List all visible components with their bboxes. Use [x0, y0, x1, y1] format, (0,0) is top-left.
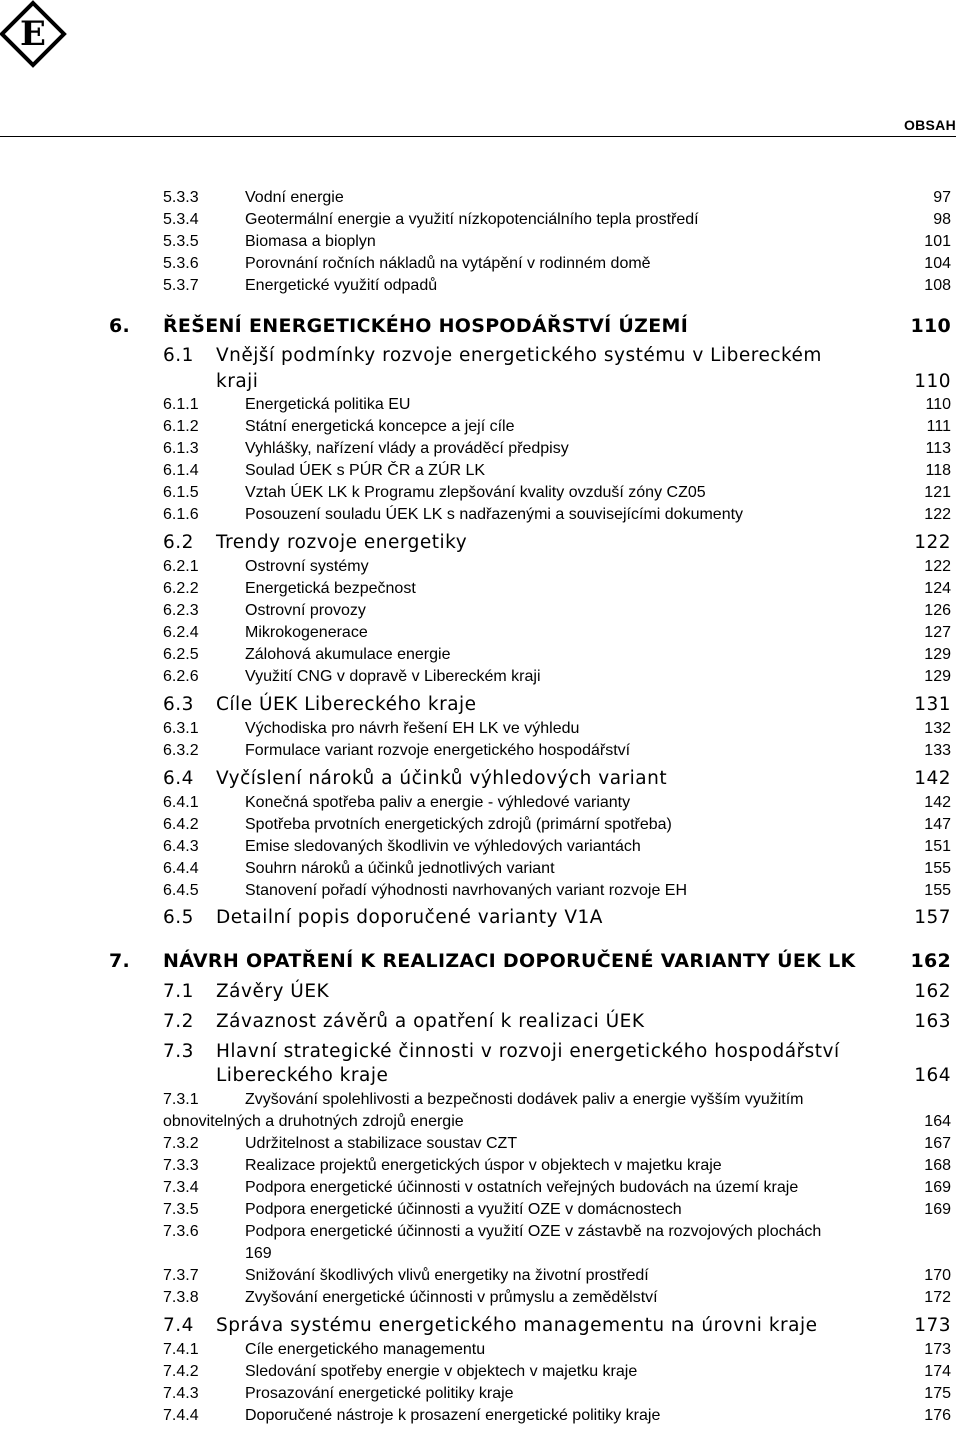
- toc-entry-title: Biomasa a bioplyn: [245, 233, 376, 250]
- toc-entry-title: Závaznost závěrů a opatření k realizaci ÚEK: [216, 1011, 645, 1032]
- toc-entry-number: 5.3.7: [163, 277, 199, 294]
- toc-entry-title: Udržitelnost a stabilizace soustav CZT: [245, 1135, 518, 1152]
- toc-entry-page: 172: [924, 1289, 951, 1306]
- toc-entry-title: Posouzení souladu ÚEK LK s nadřazenými a souvisejícími dokumenty: [245, 506, 744, 523]
- toc-entry-number: 7.2: [163, 1011, 194, 1032]
- toc-entry-page: 126: [924, 602, 951, 619]
- toc-entry-number: 7.4.2: [163, 1363, 199, 1380]
- toc-entry-title: Energetická bezpečnost: [245, 580, 416, 597]
- toc-entry-page: 118: [925, 462, 951, 479]
- header-rule: [0, 136, 956, 137]
- toc-entry-title: Podpora energetické účinnosti a využití OZE v domácnostech: [245, 1201, 682, 1218]
- toc-entry-title: Správa systému energetického managementu na úrovni kraje: [216, 1315, 818, 1336]
- toc-entry-number: 6.4.3: [163, 838, 199, 855]
- toc-entry-number: 7.4.3: [163, 1385, 199, 1402]
- toc-entry-number: 6.1.1: [163, 396, 199, 413]
- toc-entry-number: 6.4.1: [163, 794, 199, 811]
- toc-entry-page: 129: [924, 646, 951, 663]
- toc-entry-number: 6.1: [163, 345, 194, 366]
- toc-entry-number: 6.1.4: [163, 462, 199, 479]
- toc-entry-number: 7.3: [163, 1041, 194, 1062]
- toc-entry-number: 6.4.5: [163, 882, 199, 899]
- toc-entry-page: 132: [924, 720, 951, 737]
- toc-entry-page: 142: [914, 768, 951, 789]
- toc-entry-title: Cíle energetického managementu: [245, 1341, 486, 1358]
- toc-entry-title: Mikrokogenerace: [245, 624, 368, 641]
- toc-entry-page: 176: [924, 1407, 951, 1424]
- toc-entry-number: 6.3.1: [163, 720, 199, 737]
- toc-entry-title: ŘEŠENÍ ENERGETICKÉHO HOSPODÁŘSTVÍ ÚZEMÍ: [163, 315, 689, 337]
- toc-entry-page: 170: [924, 1267, 951, 1284]
- toc-entry-page: 98: [933, 211, 951, 228]
- toc-entry-title: Konečná spotřeba paliv a energie - výhledové varianty: [245, 794, 631, 811]
- toc-entry-title: Souhrn nároků a účinků jednotlivých variant: [245, 860, 555, 877]
- toc-entry-title: Státní energetická koncepce a její cíle: [245, 418, 515, 435]
- toc-entry-page: 113: [925, 440, 951, 457]
- toc-entry-title: Vyčíslení nároků a účinků výhledových variant: [216, 768, 668, 789]
- toc-entry-number: 6.2: [163, 532, 194, 553]
- toc-entry-number: 6.3: [163, 694, 194, 715]
- toc-entry-number: 6.2.3: [163, 602, 199, 619]
- toc-entry-title: Zvyšování spolehlivosti a bezpečnosti dodávek paliv a energie vyšším využitím: [245, 1091, 804, 1108]
- toc-entry-number: 6.: [109, 315, 131, 337]
- toc-entry-page: 129: [924, 668, 951, 685]
- toc-entry-number: 7.1: [163, 981, 194, 1002]
- toc-entry-page: 164: [914, 1065, 951, 1086]
- toc-entry-page: 110: [914, 371, 951, 392]
- toc-entry-number: 6.4.4: [163, 860, 199, 877]
- toc-entry-number: 6.5: [163, 907, 194, 928]
- toc-entry-title: Zvyšování energetické účinnosti v průmyslu a zemědělství: [245, 1289, 658, 1306]
- toc-entry-page: 163: [914, 1011, 951, 1032]
- toc-entry-title: kraji: [216, 371, 259, 392]
- toc-entry-title: NÁVRH OPATŘENÍ K REALIZACI DOPORUČENÉ VARIANTY ÚEK LK: [163, 950, 856, 972]
- toc-entry-title: Formulace variant rozvoje energetického hospodářství: [245, 742, 631, 759]
- toc-entry-title: Podpora energetické účinnosti v ostatních veřejných budovách na území kraje: [245, 1179, 799, 1196]
- toc-entry-title: Doporučené nástroje k prosazení energetické politiky kraje: [245, 1407, 661, 1424]
- toc-entry-number: 6.2.1: [163, 558, 199, 575]
- toc-entry-title: Využití CNG v dopravě v Libereckém kraji: [245, 668, 541, 685]
- toc-entry-title: Vyhlášky, nařízení vlády a prováděcí předpisy: [245, 440, 569, 457]
- toc-entry-title: Libereckého kraje: [216, 1065, 389, 1086]
- toc-entry-page: 104: [924, 255, 951, 272]
- toc-entry-title: Sledování spotřeby energie v objektech v majetku kraje: [245, 1363, 638, 1380]
- toc-entry-page: 124: [924, 580, 951, 597]
- toc-entry-title: Trendy rozvoje energetiky: [216, 532, 468, 553]
- toc-entry-title: Zálohová akumulace energie: [245, 646, 451, 663]
- toc-entry-title: Energetická politika EU: [245, 396, 411, 413]
- toc-entry-page: 108: [924, 277, 951, 294]
- toc-entry-title: Spotřeba prvotních energetických zdrojů (primární spotřeba): [245, 816, 672, 833]
- toc-entry-number: 7.3.6: [163, 1223, 199, 1240]
- toc-entry-page: 121: [924, 484, 951, 501]
- toc-entry-number: 6.4.2: [163, 816, 199, 833]
- toc-entry-page: 122: [914, 532, 951, 553]
- toc-entry-number: 7.3.8: [163, 1289, 199, 1306]
- toc-entry-page: 162: [910, 950, 951, 972]
- toc-entry-number: 6.1.2: [163, 418, 199, 435]
- toc-entry-title: Stanovení pořadí výhodnosti navrhovaných variant rozvoje EH: [245, 882, 688, 899]
- toc-entry-number: 5.3.3: [163, 189, 199, 206]
- toc-entry-page: 157: [914, 907, 951, 928]
- toc-entry-page: 127: [924, 624, 951, 641]
- toc-entry-title: Snižování škodlivých vlivů energetiky na životní prostředí: [245, 1267, 649, 1284]
- toc-entry-page: 155: [924, 882, 951, 899]
- toc-entry-number: 6.2.4: [163, 624, 199, 641]
- toc-entry-title: Detailní popis doporučené varianty V1A: [216, 907, 603, 928]
- toc-entry-title: Východiska pro návrh řešení EH LK ve výhledu: [245, 720, 580, 737]
- toc-entry-number: 5.3.6: [163, 255, 199, 272]
- toc-entry-number: 7.3.1: [163, 1091, 199, 1108]
- toc-entry-title: Vnější podmínky rozvoje energetického systému v Libereckém: [216, 345, 822, 366]
- toc-entry-page: 101: [924, 233, 951, 250]
- toc-entry-page: 122: [924, 558, 951, 575]
- toc-entry-title: Vodní energie: [245, 189, 344, 206]
- toc-entry-title: Energetické využití odpadů: [245, 277, 438, 294]
- toc-entry-number: 6.1.3: [163, 440, 199, 457]
- toc-entry-title: Podpora energetické účinnosti a využití OZE v zástavbě na rozvojových plochách: [245, 1223, 822, 1240]
- logo-letter: E: [20, 14, 46, 54]
- toc-entry-page: 173: [924, 1341, 951, 1358]
- toc-entry-number: 6.4: [163, 768, 194, 789]
- toc-entry-page: 162: [914, 981, 951, 1002]
- toc-entry-title: Soulad ÚEK s PÚR ČR a ZÚR LK: [245, 462, 486, 479]
- toc-entry-page: 111: [926, 418, 951, 435]
- toc-entry-page: 168: [924, 1157, 951, 1174]
- toc-entry-number: 6.3.2: [163, 742, 199, 759]
- toc-entry-number: 7.3.2: [163, 1135, 199, 1152]
- toc-entry-number: 7.: [109, 950, 131, 972]
- toc-entry-number: 5.3.4: [163, 211, 199, 228]
- toc-entry-number: 7.3.3: [163, 1157, 199, 1174]
- toc-entry-number: 6.2.6: [163, 668, 199, 685]
- toc-entry-number: 7.3.7: [163, 1267, 199, 1284]
- toc-entry-page: 110: [925, 396, 951, 413]
- toc-entry-title: Závěry ÚEK: [216, 981, 330, 1002]
- toc-entry-page: 173: [914, 1315, 951, 1336]
- toc-entry-page: 142: [924, 794, 951, 811]
- toc-entry-page: 151: [924, 838, 951, 855]
- toc-entry-number: 6.2.5: [163, 646, 199, 663]
- toc-entry-title: Emise sledovaných škodlivin ve výhledových variantách: [245, 838, 641, 855]
- toc-entry-page: 169: [924, 1201, 951, 1218]
- toc-entry-number: 6.1.5: [163, 484, 199, 501]
- toc-entry-title: Prosazování energetické politiky kraje: [245, 1385, 514, 1402]
- toc-entry-number: 6.1.6: [163, 506, 199, 523]
- toc-entry-number: 7.4.1: [163, 1341, 199, 1358]
- toc-entry-page: 147: [924, 816, 951, 833]
- toc-entry-number: 7.4.4: [163, 1407, 199, 1424]
- header-title: OBSAH: [903, 117, 956, 133]
- toc-entry-page: 133: [924, 742, 951, 759]
- toc-entry-title: Porovnání ročních nákladů na vytápění v rodinném domě: [245, 255, 651, 272]
- toc-entry-page: 169: [924, 1179, 951, 1196]
- toc-entry-number: 7.3.4: [163, 1179, 199, 1196]
- toc-entry-page: 175: [924, 1385, 951, 1402]
- toc-entry-title: 169: [245, 1245, 272, 1262]
- toc-entry-page: 97: [933, 189, 951, 206]
- toc-entry-page: 131: [914, 694, 951, 715]
- toc-entry-number: 7.3.5: [163, 1201, 199, 1218]
- toc-entry-number: 7.4: [163, 1315, 194, 1336]
- toc-entry-title: Vztah ÚEK LK k Programu zlepšování kvality ovzduší zóny CZ05: [245, 484, 706, 501]
- toc-entry-title: Realizace projektů energetických úspor v objektech v majetku kraje: [245, 1157, 722, 1174]
- toc-entry-page: 174: [924, 1363, 951, 1380]
- toc-entry-title: Ostrovní provozy: [245, 602, 366, 619]
- toc-entry-number: 6.2.2: [163, 580, 199, 597]
- toc-entry-title: Geotermální energie a využití nízkopotenciálního tepla prostředí: [245, 211, 699, 228]
- toc-entry-page: 122: [924, 506, 951, 523]
- toc-entry-title: Ostrovní systémy: [245, 558, 369, 575]
- toc-entry-page: 110: [910, 315, 951, 337]
- toc-entry-title: Cíle ÚEK Libereckého kraje: [216, 694, 477, 715]
- toc-entry-page: 164: [924, 1113, 951, 1130]
- toc-entry-page: 155: [924, 860, 951, 877]
- diamond-e-logo-icon: [0, 0, 72, 68]
- toc-entry-page: 167: [924, 1135, 951, 1152]
- toc-entry-title: Hlavní strategické činnosti v rozvoji energetického hospodářství: [216, 1041, 840, 1062]
- toc-entry-title: obnovitelných a druhotných zdrojů energie: [163, 1113, 464, 1130]
- toc-entry-number: 5.3.5: [163, 233, 199, 250]
